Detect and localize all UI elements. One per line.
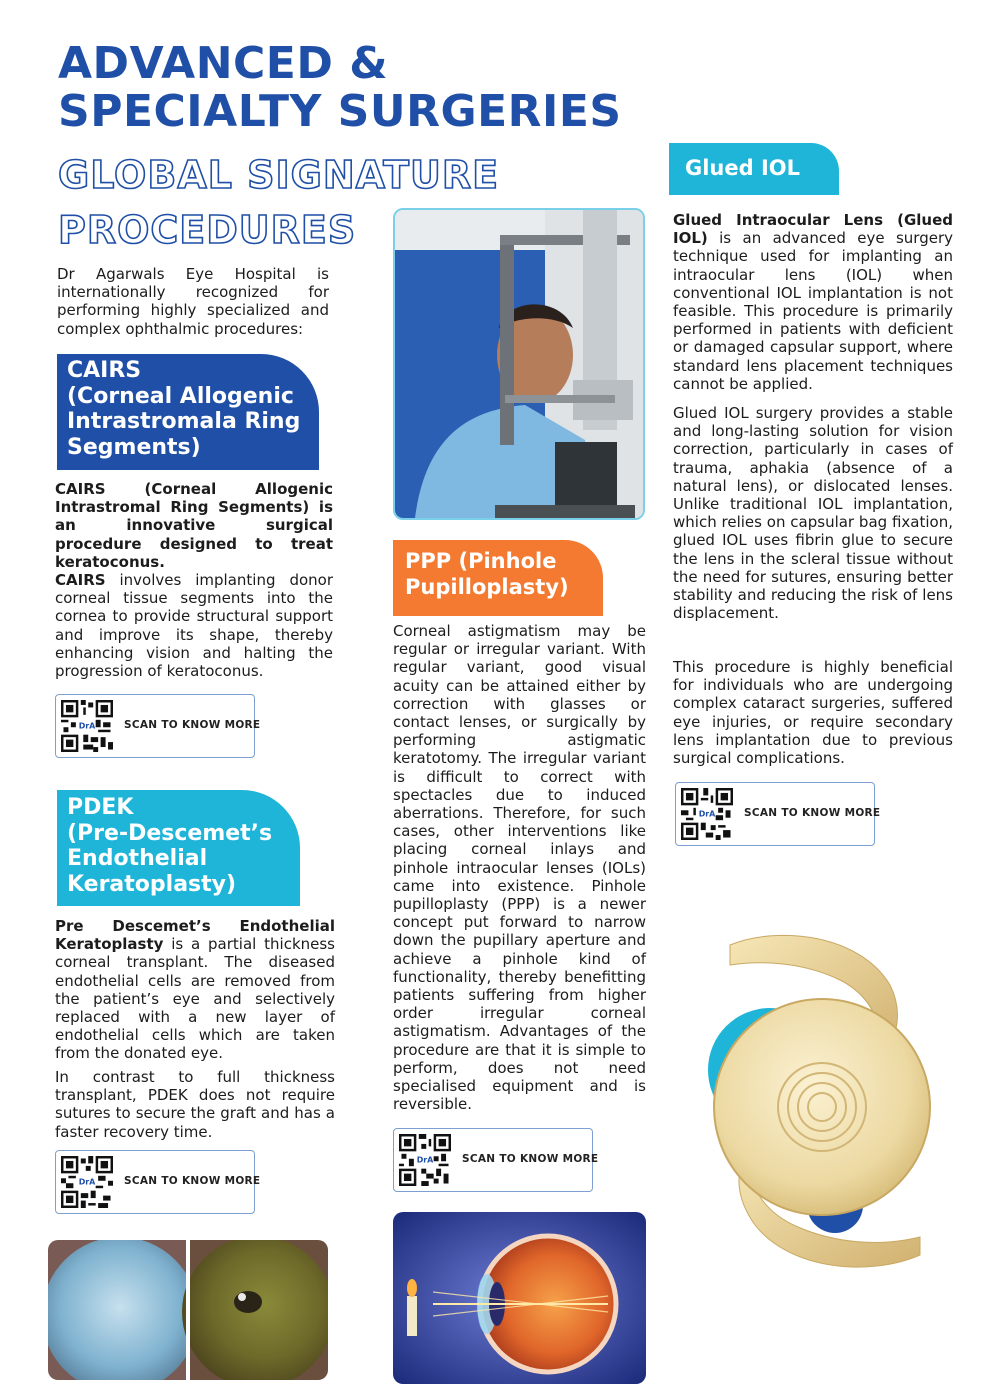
ppp-heading-banner bbox=[393, 540, 603, 616]
qr-code-icon bbox=[61, 700, 113, 752]
scan-label: SCAN TO KNOW MORE bbox=[124, 719, 261, 731]
ppp-heading-line: Pupilloplasty) bbox=[405, 575, 569, 599]
intro-text: Dr Agarwals Eye Hospital is internationally recognized for performing highly specialized and complex ophthalmic procedures: bbox=[57, 265, 329, 338]
scan-label: SCAN TO KNOW MORE bbox=[462, 1153, 599, 1165]
pdek-heading-line: PDEK bbox=[67, 795, 134, 820]
qr-logo: DrA bbox=[78, 721, 96, 731]
scan-label: SCAN TO KNOW MORE bbox=[744, 807, 881, 819]
qr-code-icon bbox=[681, 788, 733, 840]
glued-iol-heading-banner: Glued IOL bbox=[669, 143, 839, 195]
pdek-qr-card[interactable] bbox=[55, 1150, 261, 1214]
pdek-heading-line: (Pre-Descemet’s bbox=[67, 820, 273, 846]
cairs-qr-card[interactable] bbox=[55, 694, 261, 758]
title-line-1: ADVANCED & bbox=[58, 38, 389, 89]
glued-iol-qr-card[interactable] bbox=[675, 782, 881, 846]
cairs-heading-line: Intrastromala Ring bbox=[67, 409, 301, 434]
qr-code-icon bbox=[399, 1134, 451, 1186]
pdek-description bbox=[55, 917, 335, 1063]
cornea-comparison-photo bbox=[48, 1240, 328, 1380]
subtitle-line-2: PROCEDURES bbox=[58, 208, 357, 252]
ppp-qr-card[interactable] bbox=[393, 1128, 599, 1192]
page-title bbox=[58, 40, 658, 136]
qr-code-icon bbox=[61, 1156, 113, 1208]
title-line-2: SPECIALTY SURGERIES bbox=[58, 86, 622, 137]
patient-slit-lamp-photo bbox=[393, 208, 645, 520]
cairs-description-text: involves implanting donor corneal tissue segments into the cornea to provide structural support and improve its shape, thereby enhancing vision and halting the progression of keratoconus. bbox=[55, 571, 333, 681]
cairs-heading-banner bbox=[57, 354, 319, 470]
pdek-description-text: is a partial thickness corneal transplant. The diseased endothelial cells are removed from the patient’s eye and selectively replaced with a new layer of endothelial cells which are taken from the donated eye. bbox=[55, 935, 335, 1063]
cairs-heading-line: CAIRS bbox=[67, 358, 142, 383]
cairs-summary: CAIRS (Corneal Allogenic Intrastromal Ring Segments) is an innovative surgical procedure designed to treat keratoconus. bbox=[55, 480, 333, 571]
glued-iol-term: Glued Intraocular Lens (Glued IOL) bbox=[673, 211, 953, 248]
glued-iol-description bbox=[673, 211, 953, 393]
pdek-term: Pre Descemet’s Endothelial Keratoplasty bbox=[55, 917, 335, 954]
eye-anatomy-illustration bbox=[393, 1212, 646, 1384]
ppp-description: Corneal astigmatism may be regular or irregular variant. With regular variant, good visual acuity can be attained either by correction with glasses or contact lenses, or surgically by performing astigmatic keratotomy. The irregular variant is difficult to correct with spectacles due to induced aberrations. Therefore, for such cases, other interventions like placing corneal inlays and pinhole intraocular lenses (IOLs) came into existence. Pinhole pupilloplasty (PPP) is a newer concept put forward to narrow down the pupillary aperture and achieve a pinhole kind of functionality, thereby benefitting patients suffering from higher order irregular corneal astigmatism. Advantages of the procedure are that it is simple to perform, does not need specialised equipment and is reversible. bbox=[393, 622, 646, 1114]
pdek-heading-banner bbox=[57, 790, 300, 906]
qr-logo: DrA bbox=[78, 1177, 96, 1187]
cairs-heading-line: (Corneal Allogenic bbox=[67, 383, 294, 409]
cairs-description bbox=[55, 571, 333, 680]
pdek-heading-line: Endothelial bbox=[67, 846, 208, 871]
glued-iol-candidates: This procedure is highly beneficial for individuals who are undergoing complex cataract surgeries, suffered eye injuries, or require secondary lens implantation due to previous surgical complications. bbox=[673, 658, 953, 768]
glued-iol-description-text: is an advanced eye surgery technique used for implanting an intraocular lens (IOL) when conventional IOL implantation is not feasible. This procedure is primarily performed in patients with deficient or damaged capsular support, where standard lens placement techniques cannot be applied. bbox=[673, 229, 953, 393]
qr-logo: DrA bbox=[698, 809, 716, 819]
cairs-heading-line: Segments) bbox=[67, 434, 201, 460]
scan-label: SCAN TO KNOW MORE bbox=[124, 1175, 261, 1187]
subtitle-line-1: GLOBAL SIGNATURE bbox=[58, 153, 500, 197]
glued-iol-benefits: Glued IOL surgery provides a stable and long-lasting solution for vision correction, particularly in cases of trauma, aphakia (absence of a natural lens), or dislocated lenses. Unlike traditional IOL implantation, which relies on capsular bag fixation, glued IOL uses fibrin glue to secure the lens in the scleral tissue without the need for sutures, ensuring better stability and reducing the risk of lens displacement. bbox=[673, 404, 953, 623]
pdek-heading-line: Keratoplasty) bbox=[67, 871, 237, 897]
cairs-term: CAIRS bbox=[55, 571, 106, 589]
pdek-contrast-text: In contrast to full thickness transplant, PDEK does not require sutures to secure the graft and has a faster recovery time. bbox=[55, 1068, 335, 1141]
intraocular-lens-illustration bbox=[690, 925, 960, 1285]
qr-logo: DrA bbox=[416, 1155, 434, 1165]
ppp-heading-line: PPP (Pinhole bbox=[405, 549, 557, 573]
